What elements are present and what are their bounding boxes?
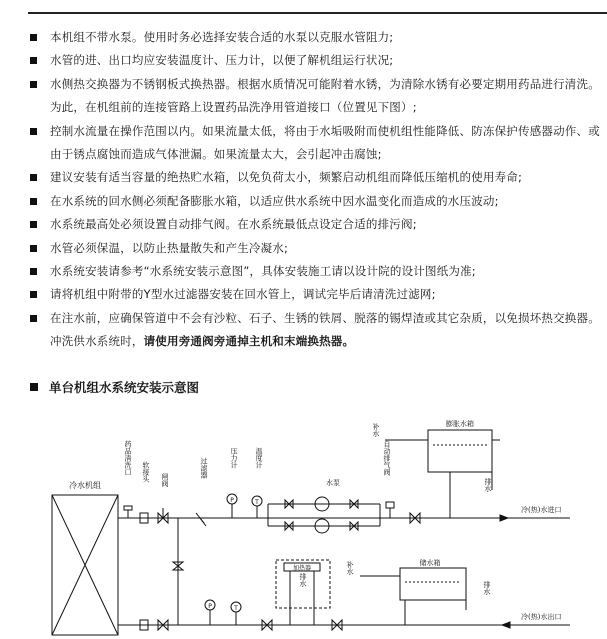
storage-tank [400,558,466,625]
section-heading: 单台机组水系统安装示意图 [30,378,199,396]
bullet-icon [30,57,37,64]
drain-top: 排水 [484,478,492,492]
gate-valve [158,472,169,523]
installation-notes [30,26,602,354]
soft-joint [140,461,150,523]
bullet-icon [30,128,37,135]
note-item: 水侧热交换器为不锈钢板式换热器。根据水质情况可能附着水锈，为清除水锈有必要定期用药品进行清洗。为此，在机组前的连接管路上设置药品洗净用管道接口（位置见下图）; [30,73,602,120]
thermometer [252,447,263,518]
drain-mid: 排水 [299,573,307,587]
svg-text:P: P [208,603,212,610]
bullet-icon [30,268,37,275]
svg-text:P: P [230,497,234,504]
chiller-unit [52,480,118,635]
pressure-gauge [227,448,238,519]
svg-text:膨胀水箱: 膨胀水箱 [446,420,474,428]
svg-text:T: T [234,605,238,612]
svg-text:水泵: 水泵 [326,479,340,487]
drain-bottom: 排水 [483,581,491,595]
bullet-icon [30,81,37,88]
bypass-emphasis: 请使用旁通阀旁通掉主机和末端换热器。 [143,334,355,349]
bullet-icon [30,221,37,228]
svg-text:冷(热)水出口: 冷(热)水出口 [521,613,562,621]
makeup-water-bottom [346,560,400,576]
svg-text:过滤器: 过滤器 [200,457,208,479]
heading-bullet-icon [30,383,38,391]
svg-text:加热器: 加热器 [292,565,312,572]
svg-text:T: T [255,499,259,506]
svg-text:冷(热)水进口: 冷(热)水进口 [521,506,562,514]
svg-text:软接头: 软接头 [142,461,150,483]
svg-text:储水箱: 储水箱 [419,559,441,567]
note-item: 在水系统的回水侧必须配备膨胀水箱，以适应供水系统中因水温变化而造成的水压波动; [30,190,602,213]
bullet-icon [30,198,37,205]
bullet-icon [30,291,37,298]
y-filter [196,457,208,526]
outlet-bottom [502,612,561,628]
svg-text:补水: 补水 [346,561,354,575]
note-item: 建议安装有适当容量的绝热贮水箱，以免负荷太小，频繁启动机组而降低压缩机的使用寿命; [30,166,602,189]
note-item: 本机组不带水泵。使用时务必选择安装合适的水泵以克服水管阻力; [30,26,602,49]
svg-text:压力计: 压力计 [230,447,238,469]
expansion-tank [428,419,500,518]
auto-vent-valve [383,440,394,518]
bullet-icon [30,315,37,322]
bullet-icon [30,245,37,252]
note-item: 水管必须保温，以防止热量散失和产生冷凝水; [30,237,602,260]
header-rule [28,12,607,14]
bullet-icon [30,34,37,41]
inlet-top [500,505,561,521]
note-item: 水系统安装请参考“水系统安装示意图”，具体安装施工请以设计院的设计图纸为准; [30,260,602,283]
chem-port [124,440,132,518]
note-item: 水管的进、出口均应安装温度计、压力计，以便了解机组运行状况; [30,49,602,72]
note-item: 水系统最高处必须设置自动排气阀。在水系统最低点设定合适的排污阀; [30,213,602,236]
heater [276,560,330,625]
svg-text:温度计: 温度计 [255,447,263,469]
svg-text:自动排气阀: 自动排气阀 [383,440,391,476]
water-system-diagram [0,400,607,639]
svg-text:冷水机组: 冷水机组 [69,481,101,490]
svg-text:闸阀: 闸阀 [161,473,169,487]
bullet-icon [30,174,37,181]
svg-text:药品清洗口: 药品清洗口 [124,440,132,476]
note-item: 请将机组中附带的Y型水过滤器安装在回水管上，调试完毕后请清洗过滤网; [30,283,602,306]
pump-station [268,478,380,533]
note-item: 控制水流量在操作范围以内。如果流量太低，将由于水垢吸附而使机组性能降低、防冻保护传感器动作、或由于锈点腐蚀而造成气体泄漏。如果流量太大，会引起冲击腐蚀; [30,120,602,167]
note-item: 在注水前，应确保管道中不会有沙粒、石子、生锈的铁屑、脱落的锡焊渣或其它杂质，以免损坏热交换器。冲洗供水系统时，请使用旁通阀旁通掉主机和末端换热器。 [30,307,602,354]
makeup-water-top [372,422,428,440]
svg-text:补水: 补水 [372,423,380,437]
return-gauges [205,600,241,625]
